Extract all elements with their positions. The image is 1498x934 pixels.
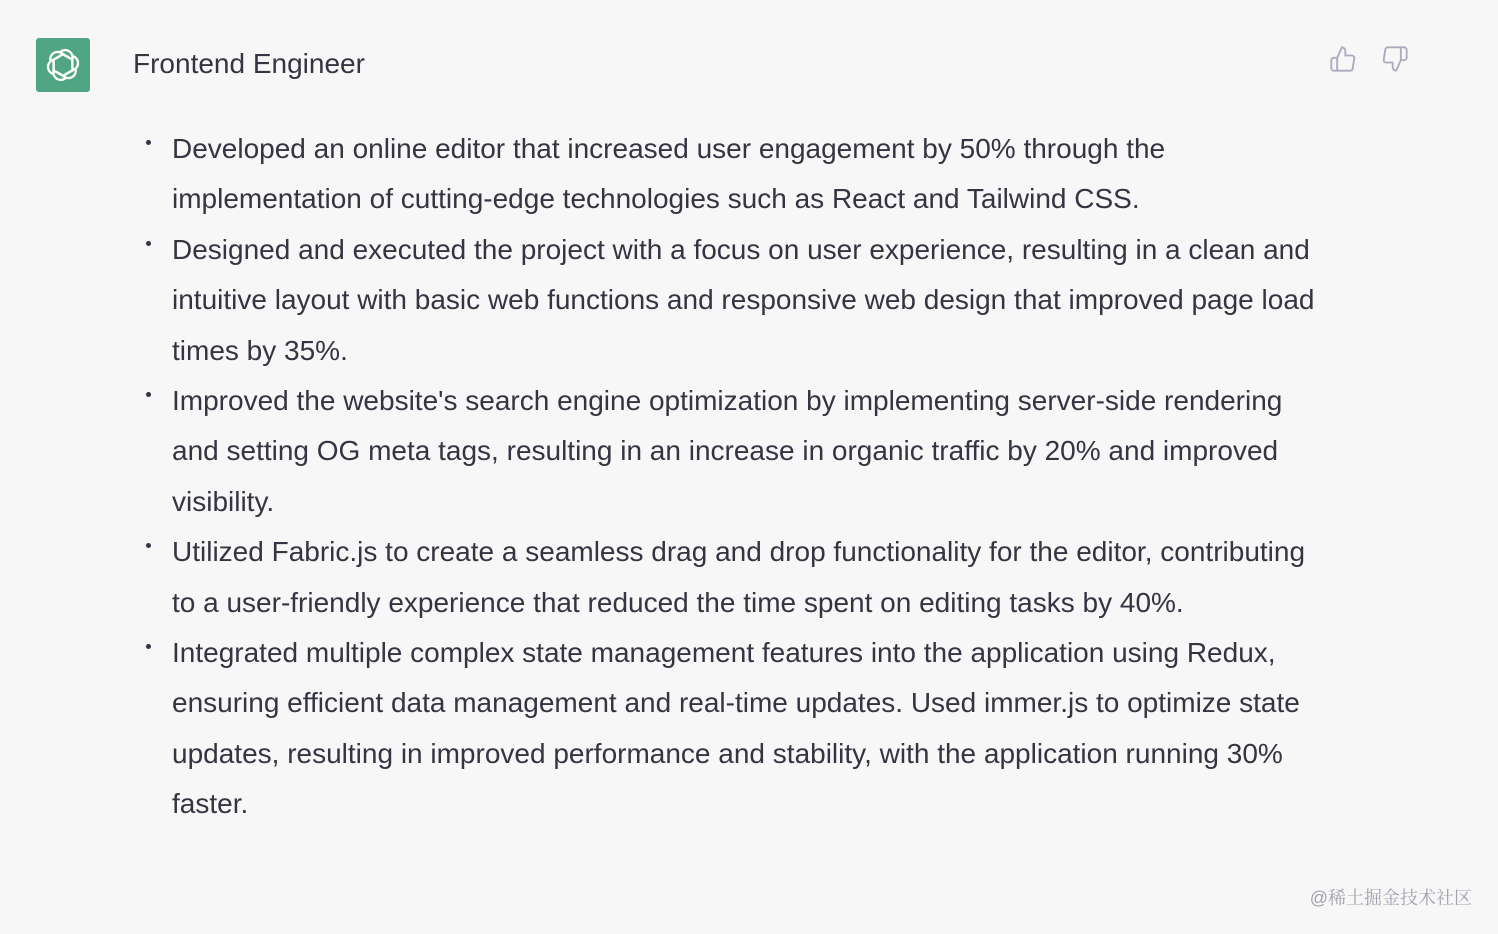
message-content xyxy=(141,124,1321,830)
list-item-text: Integrated multiple complex state management features into the application using Redux, ensuring efficient data management and real-time updates. Used immer.js to optimize state updates, resulting in improved performance and stability, with the application running 30% faster. xyxy=(172,637,1300,820)
list-item-text: Designed and executed the project with a focus on user experience, resulting in a clean and intuitive layout with basic web functions and responsive web design that improved page load times by 35%. xyxy=(172,233,1315,366)
list-item xyxy=(141,628,1321,830)
bullet-list xyxy=(141,124,1321,830)
list-item xyxy=(141,527,1321,628)
openai-logo-icon xyxy=(42,44,84,86)
bullet-dot xyxy=(146,644,151,649)
bullet-dot xyxy=(146,241,151,246)
bullet-dot xyxy=(146,392,151,397)
thumbs-up-icon xyxy=(1329,45,1357,73)
avatar xyxy=(36,38,90,92)
list-item xyxy=(141,124,1321,225)
list-item xyxy=(141,376,1321,527)
thumbs-down-button[interactable] xyxy=(1380,44,1410,74)
feedback-buttons xyxy=(1328,44,1410,74)
list-item-text: Utilized Fabric.js to create a seamless drag and drop functionality for the editor, contributing to a user-friendly experience that reduced the time spent on editing tasks by 40%. xyxy=(172,536,1306,618)
list-item-text: Developed an online editor that increased user engagement by 50% through the implementation of cutting-edge technologies such as React and Tailwind CSS. xyxy=(172,133,1166,215)
thumbs-up-button[interactable] xyxy=(1328,44,1358,74)
thumbs-down-icon xyxy=(1381,45,1409,73)
message-title: Frontend Engineer xyxy=(133,48,365,79)
list-item-text: Improved the website's search engine optimization by implementing server-side rendering and setting OG meta tags, resulting in an increase in organic traffic by 20% and improved visibility. xyxy=(172,385,1283,517)
watermark: @稀土掘金技术社区 xyxy=(1309,888,1472,908)
list-item xyxy=(141,225,1321,376)
bullet-dot xyxy=(146,140,151,145)
bullet-dot xyxy=(146,543,151,548)
